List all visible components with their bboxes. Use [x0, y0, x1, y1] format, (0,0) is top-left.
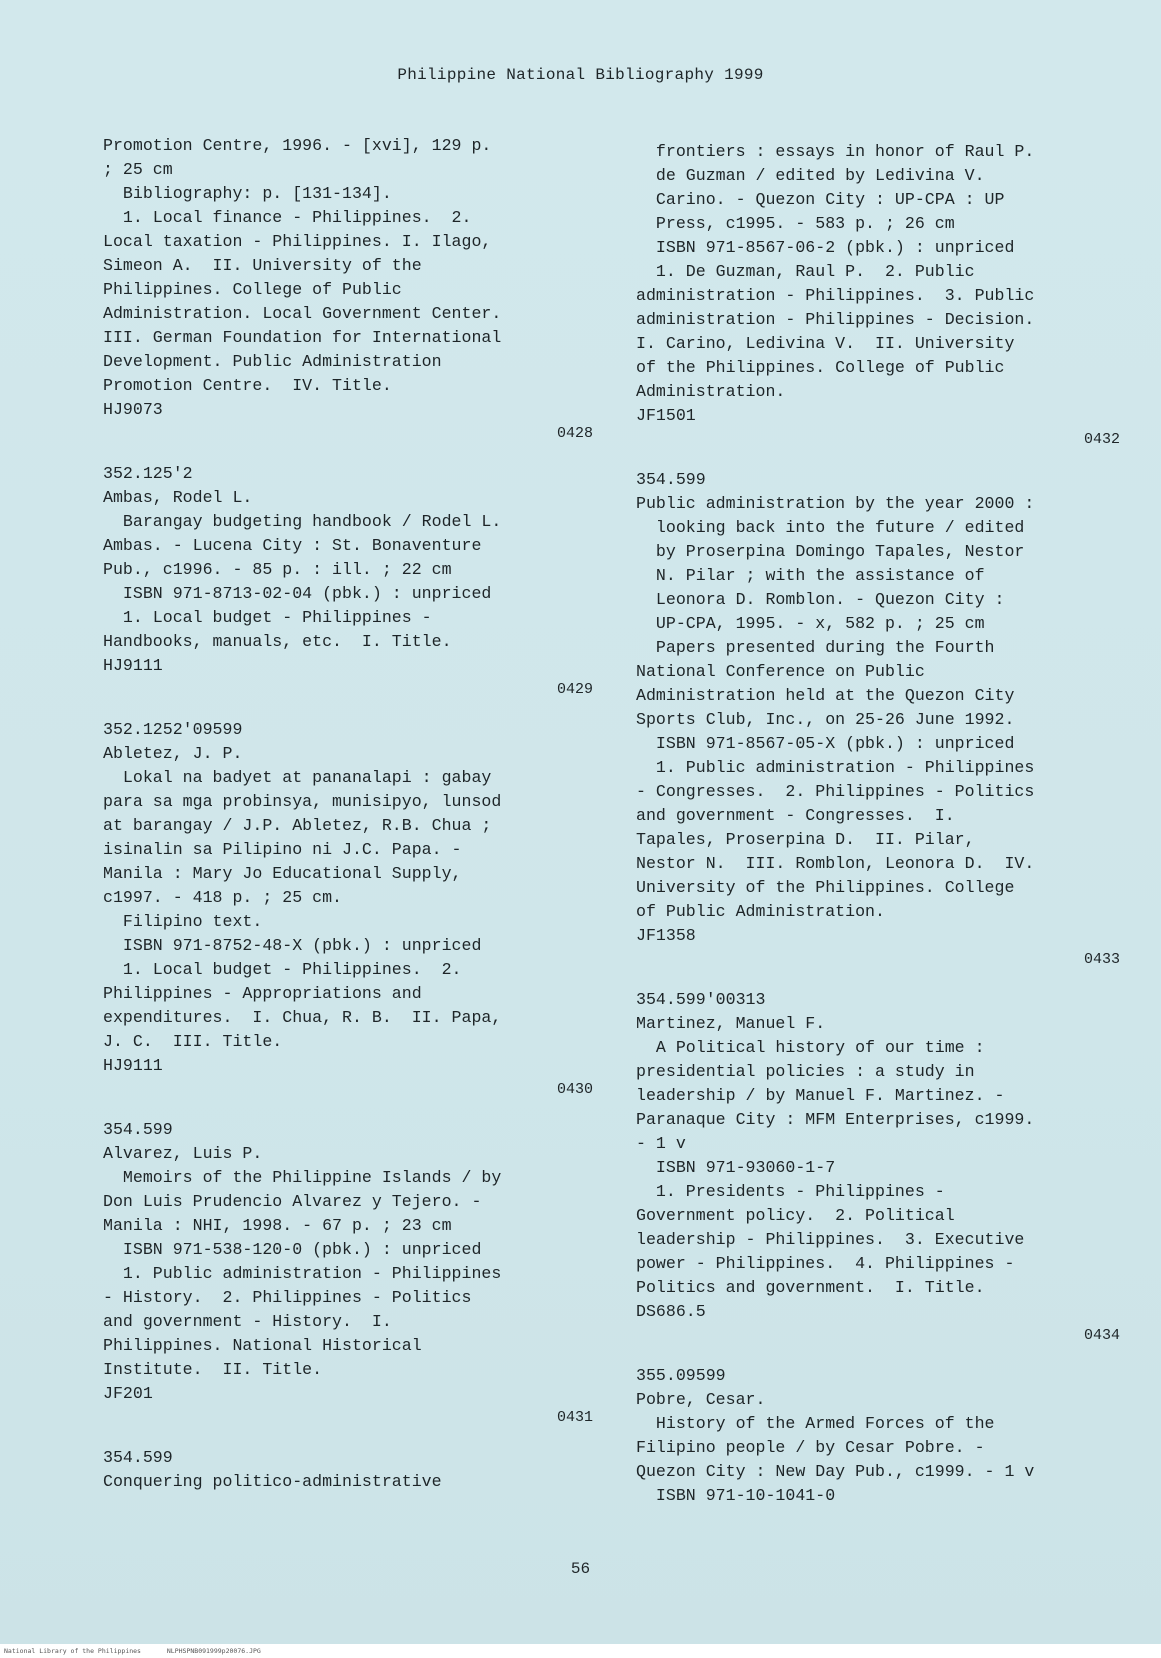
- entry-line: 1. Local finance - Philippines. 2.: [103, 208, 472, 227]
- entry-line: ; 25 cm: [103, 160, 173, 179]
- entry-line: Ambas. - Lucena City : St. Bonaventure: [103, 536, 482, 555]
- entry-line: 1. Public administration - Philippines: [636, 758, 1035, 777]
- bibliography-entry: [103, 1446, 603, 1494]
- entry-line: power - Philippines. 4. Philippines -: [636, 1254, 1015, 1273]
- entry-line: 354.599'00313: [636, 990, 766, 1009]
- left-column: [103, 134, 603, 1494]
- entry-line: ISBN 971-8567-06-2 (pbk.) : unpriced: [636, 238, 1015, 257]
- entry-line: Paranaque City : MFM Enterprises, c1999.: [636, 1110, 1035, 1129]
- entry-line: - History. 2. Philippines - Politics: [103, 1288, 472, 1307]
- entry-line: Promotion Centre. IV. Title.: [103, 376, 392, 395]
- entry-line: Philippines. National Historical: [103, 1336, 422, 1355]
- entry-line: Conquering politico-administrative: [103, 1472, 442, 1491]
- entry-line: HJ9111: [103, 1056, 163, 1075]
- entry-line: Administration. Local Government Center.: [103, 304, 502, 323]
- entry-number: 0434: [1083, 1327, 1120, 1344]
- entry-line: JF1501: [636, 406, 696, 425]
- entry-line: N. Pilar ; with the assistance of: [636, 566, 985, 585]
- entry-line: HJ9111: [103, 656, 163, 675]
- entry-line: 352.125'2: [103, 464, 193, 483]
- entry-line: Administration held at the Quezon City: [636, 686, 1015, 705]
- bibliography-entry: [103, 1118, 603, 1446]
- entry-line: A Political history of our time :: [636, 1038, 985, 1057]
- entry-line: Leonora D. Romblon. - Quezon City :: [636, 590, 1005, 609]
- entry-line: Filipino people / by Cesar Pobre. -: [636, 1438, 985, 1457]
- entry-line: Development. Public Administration: [103, 352, 442, 371]
- library-credit: National Library of the Philippines: [4, 1647, 141, 1655]
- entry-line: Government policy. 2. Political: [636, 1206, 955, 1225]
- entry-line: Administration.: [636, 382, 786, 401]
- entry-line: Handbooks, manuals, etc. I. Title.: [103, 632, 452, 651]
- entry-line: ISBN 971-8567-05-X (pbk.) : unpriced: [636, 734, 1015, 753]
- entry-line: ISBN 971-538-120-0 (pbk.) : unpriced: [103, 1240, 482, 1259]
- entry-line: 354.599: [103, 1120, 173, 1139]
- image-filename: NLPHSPNB091999p20076.JPG: [166, 1647, 261, 1655]
- entry-line: Bibliography: p. [131-134].: [103, 184, 392, 203]
- scan-credit-bar: [0, 1644, 1161, 1658]
- entry-line: Barangay budgeting handbook / Rodel L.: [103, 512, 502, 531]
- entry-line: University of the Philippines. College: [636, 878, 1015, 897]
- entry-line: Pub., c1996. - 85 p. : ill. ; 22 cm: [103, 560, 452, 579]
- entry-line: by Proserpina Domingo Tapales, Nestor: [636, 542, 1025, 561]
- entry-line: Public administration by the year 2000 :: [636, 494, 1035, 513]
- entry-line: UP-CPA, 1995. - x, 582 p. ; 25 cm: [636, 614, 985, 633]
- page-header: Philippine National Bibliography 1999: [397, 66, 764, 84]
- bibliography-entry: [636, 140, 1136, 468]
- entry-line: ISBN 971-10-1041-0: [636, 1486, 836, 1505]
- entry-line: 355.09599: [636, 1366, 726, 1385]
- entry-line: Lokal na badyet at pananalapi : gabay: [103, 768, 492, 787]
- entry-line: de Guzman / edited by Ledivina V.: [636, 166, 985, 185]
- entry-line: Simeon A. II. University of the: [103, 256, 422, 275]
- entry-line: ISBN 971-93060-1-7: [636, 1158, 836, 1177]
- entry-line: looking back into the future / edited: [636, 518, 1025, 537]
- entry-line: Local taxation - Philippines. I. Ilago,: [103, 232, 492, 251]
- entry-line: 1. Public administration - Philippines: [103, 1264, 502, 1283]
- entry-line: Pobre, Cesar.: [636, 1390, 766, 1409]
- entry-line: presidential policies : a study in: [636, 1062, 975, 1081]
- entry-line: 1. Local budget - Philippines. 2.: [103, 960, 462, 979]
- entry-line: Ambas, Rodel L.: [103, 488, 253, 507]
- right-column: [636, 140, 1136, 1508]
- entry-line: at barangay / J.P. Abletez, R.B. Chua ;: [103, 816, 492, 835]
- entry-line: I. Carino, Ledivina V. II. University: [636, 334, 1015, 353]
- entry-line: ISBN 971-8713-02-04 (pbk.) : unpriced: [103, 584, 492, 603]
- entry-line: Politics and government. I. Title.: [636, 1278, 985, 1297]
- entry-line: Nestor N. III. Romblon, Leonora D. IV.: [636, 854, 1035, 873]
- entry-line: JF201: [103, 1384, 153, 1403]
- bibliography-entry: [636, 1364, 1136, 1508]
- entry-line: 354.599: [103, 1448, 173, 1467]
- entry-line: Promotion Centre, 1996. - [xvi], 129 p.: [103, 136, 492, 155]
- entry-line: of the Philippines. College of Public: [636, 358, 1005, 377]
- entry-line: Press, c1995. - 583 p. ; 26 cm: [636, 214, 955, 233]
- entry-line: 1. Local budget - Philippines -: [103, 608, 432, 627]
- bibliography-entry: [103, 718, 603, 1118]
- entry-line: Memoirs of the Philippine Islands / by: [103, 1168, 502, 1187]
- entry-line: Papers presented during the Fourth: [636, 638, 995, 657]
- entry-line: Don Luis Prudencio Alvarez y Tejero. -: [103, 1192, 482, 1211]
- entry-line: 352.1252'09599: [103, 720, 243, 739]
- bibliography-entry: [636, 468, 1136, 988]
- entry-line: para sa mga probinsya, munisipyo, lunsod: [103, 792, 502, 811]
- entry-line: Carino. - Quezon City : UP-CPA : UP: [636, 190, 1005, 209]
- entry-line: isinalin sa Pilipino ni J.C. Papa. -: [103, 840, 462, 859]
- entry-line: and government - Congresses. I.: [636, 806, 955, 825]
- entry-number: 0428: [556, 425, 593, 442]
- entry-line: 354.599: [636, 470, 706, 489]
- page-number: 56: [570, 1560, 591, 1578]
- entry-line: Alvarez, Luis P.: [103, 1144, 263, 1163]
- entry-line: frontiers : essays in honor of Raul P.: [636, 142, 1035, 161]
- entry-line: Sports Club, Inc., on 25-26 June 1992.: [636, 710, 1015, 729]
- bibliography-entry: [636, 988, 1136, 1364]
- entry-line: Tapales, Proserpina D. II. Pilar,: [636, 830, 975, 849]
- entry-line: 1. De Guzman, Raul P. 2. Public: [636, 262, 975, 281]
- entry-line: Philippines. College of Public: [103, 280, 402, 299]
- entry-line: administration - Philippines. 3. Public: [636, 286, 1035, 305]
- entry-line: National Conference on Public: [636, 662, 925, 681]
- entry-line: of Public Administration.: [636, 902, 885, 921]
- entry-number: 0431: [556, 1409, 593, 1426]
- entry-line: Filipino text.: [103, 912, 263, 931]
- entry-line: History of the Armed Forces of the: [636, 1414, 995, 1433]
- entry-line: ISBN 971-8752-48-X (pbk.) : unpriced: [103, 936, 482, 955]
- entry-number: 0433: [1083, 951, 1120, 968]
- entry-line: HJ9073: [103, 400, 163, 419]
- entry-line: expenditures. I. Chua, R. B. II. Papa,: [103, 1008, 502, 1027]
- entry-line: Manila : NHI, 1998. - 67 p. ; 23 cm: [103, 1216, 452, 1235]
- entry-line: - 1 v: [636, 1134, 686, 1153]
- entry-line: Martinez, Manuel F.: [636, 1014, 826, 1033]
- entry-line: leadership / by Manuel F. Martinez. -: [636, 1086, 1005, 1105]
- entry-line: Abletez, J. P.: [103, 744, 243, 763]
- entry-line: Quezon City : New Day Pub., c1999. - 1 v: [636, 1462, 1035, 1481]
- entry-line: Institute. II. Title.: [103, 1360, 323, 1379]
- entry-line: 1. Presidents - Philippines -: [636, 1182, 945, 1201]
- entry-line: III. German Foundation for International: [103, 328, 502, 347]
- entry-line: JF1358: [636, 926, 696, 945]
- bibliography-entry: [103, 134, 603, 462]
- entry-line: leadership - Philippines. 3. Executive: [636, 1230, 1025, 1249]
- entry-number: 0432: [1083, 431, 1120, 448]
- entry-line: Manila : Mary Jo Educational Supply,: [103, 864, 462, 883]
- entry-line: - Congresses. 2. Philippines - Politics: [636, 782, 1035, 801]
- entry-line: DS686.5: [636, 1302, 706, 1321]
- entry-number: 0429: [556, 681, 593, 698]
- entry-line: administration - Philippines - Decision.: [636, 310, 1035, 329]
- entry-line: and government - History. I.: [103, 1312, 392, 1331]
- entry-number: 0430: [556, 1081, 593, 1098]
- entry-line: J. C. III. Title.: [103, 1032, 283, 1051]
- entry-line: Philippines - Appropriations and: [103, 984, 422, 1003]
- entry-line: c1997. - 418 p. ; 25 cm.: [103, 888, 342, 907]
- bibliography-entry: [103, 462, 603, 718]
